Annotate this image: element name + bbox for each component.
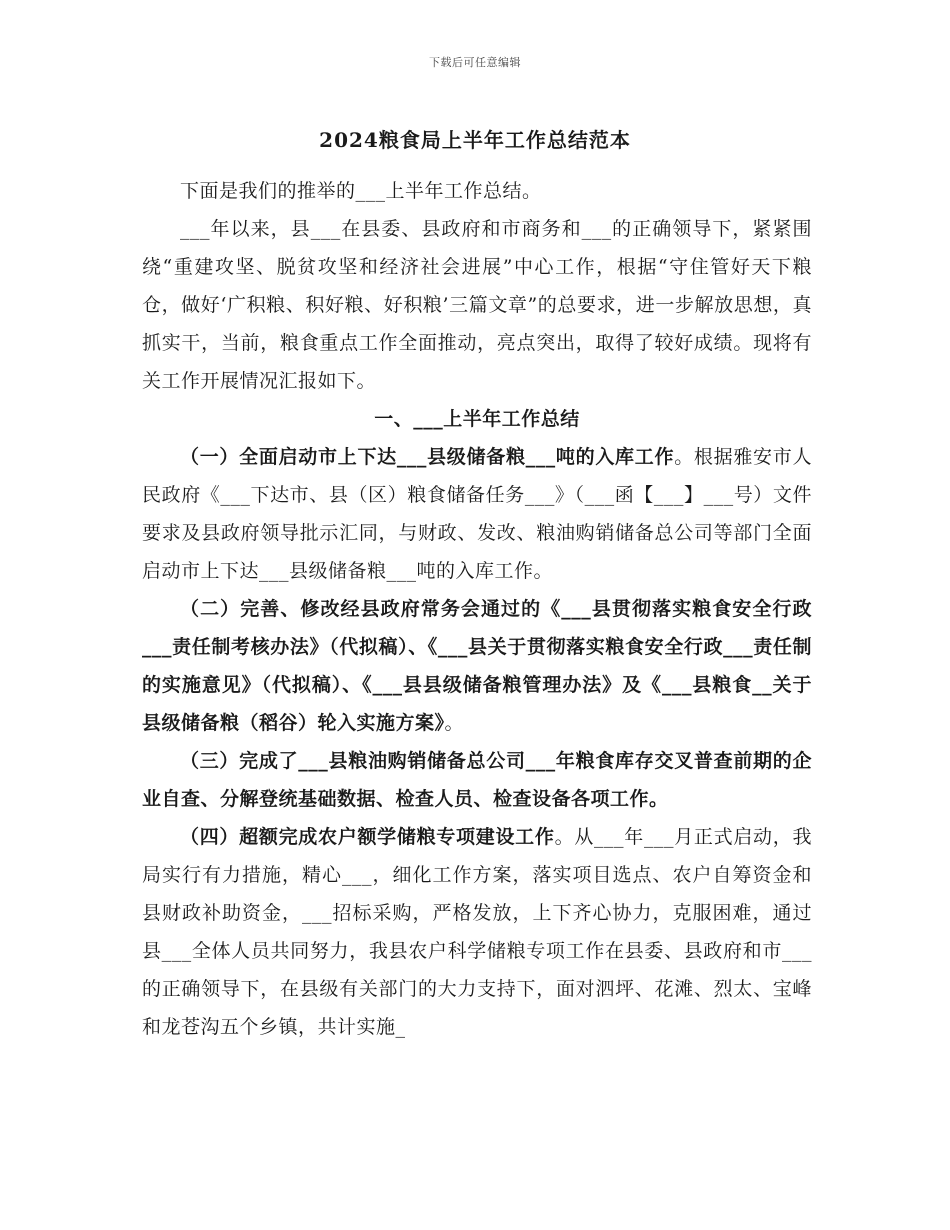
- item-lead: （一）全面启动市上下达___县级储备粮___吨的入库工作: [180, 446, 675, 468]
- header-note: 下载后可任意编辑: [429, 56, 521, 69]
- item-paragraph: [142, 590, 812, 742]
- item-text: 。从___年___月正式启动，我局实行有力措施，精心___，细化工作方案，落实项目选点、农户自筹资金和县财政补助资金，___招标采购，严格发放，上下齐心协力，克服困难，通过县___全体人员共同努力，我县农户科学储粮专项工作在县委、县政府和市___的正确领导下，在县级有关部门的大力支持下，面对泗坪、花滩、烈太、宝峰和龙苍沟五个乡镇，共计实施_: [142, 826, 812, 1038]
- item-lead: （二）完善、修改经县政府常务会通过的《___县贯彻落实粮食安全行政___责任制考核办法》（代拟稿）、《___县关于贯彻落实粮食安全行政___责任制的实施意见》（代拟稿）、《___县县级储备粮管理办法》及《___县粮食__关于县级储备粮（稻谷）轮入实施方案》: [142, 598, 812, 734]
- document-title: 2024粮食局上半年工作总结范本: [319, 128, 631, 152]
- item-text: 。: [444, 712, 465, 734]
- item-lead: （四）超额完成农户额学储粮专项建设工作: [180, 826, 555, 848]
- overview-paragraph: ___年以来，县___在县委、县政府和市商务和___的正确领导下，紧紧围绕“重建攻坚、脱贫攻坚和经济社会进展”中心工作，根据“守住管好天下粮仓，做好‘广积粮、积好粮、好积粮’三篇文章”的总要求，进一步解放思想，真抓实干，当前，粮食重点工作全面推动，亮点突出，取得了较好成绩。现将有关工作开展情况汇报如下。: [142, 218, 812, 392]
- item-paragraph: [142, 818, 812, 1046]
- item-paragraph: [142, 742, 812, 818]
- item-text: 。根据雅安市人民政府《___下达市、县（区）粮食储备任务___》（___函【___】___号）文件要求及县政府领导批示汇同，与财政、发改、粮油购销储备总公司等部门全面启动市上下达___县级储备粮___吨的入库工作。: [142, 446, 812, 582]
- item-lead: （三）完成了___县粮油购销储备总公司___年粮食库存交叉普查前期的企业自查、分解登统基础数据、检查人员、检查设备各项工作。: [142, 750, 812, 810]
- item-paragraph: [142, 438, 812, 590]
- intro-paragraph: 下面是我们的推举的___上半年工作总结。: [180, 180, 542, 202]
- section-heading: 一、___上半年工作总结: [374, 408, 580, 430]
- document-body: [142, 172, 812, 1046]
